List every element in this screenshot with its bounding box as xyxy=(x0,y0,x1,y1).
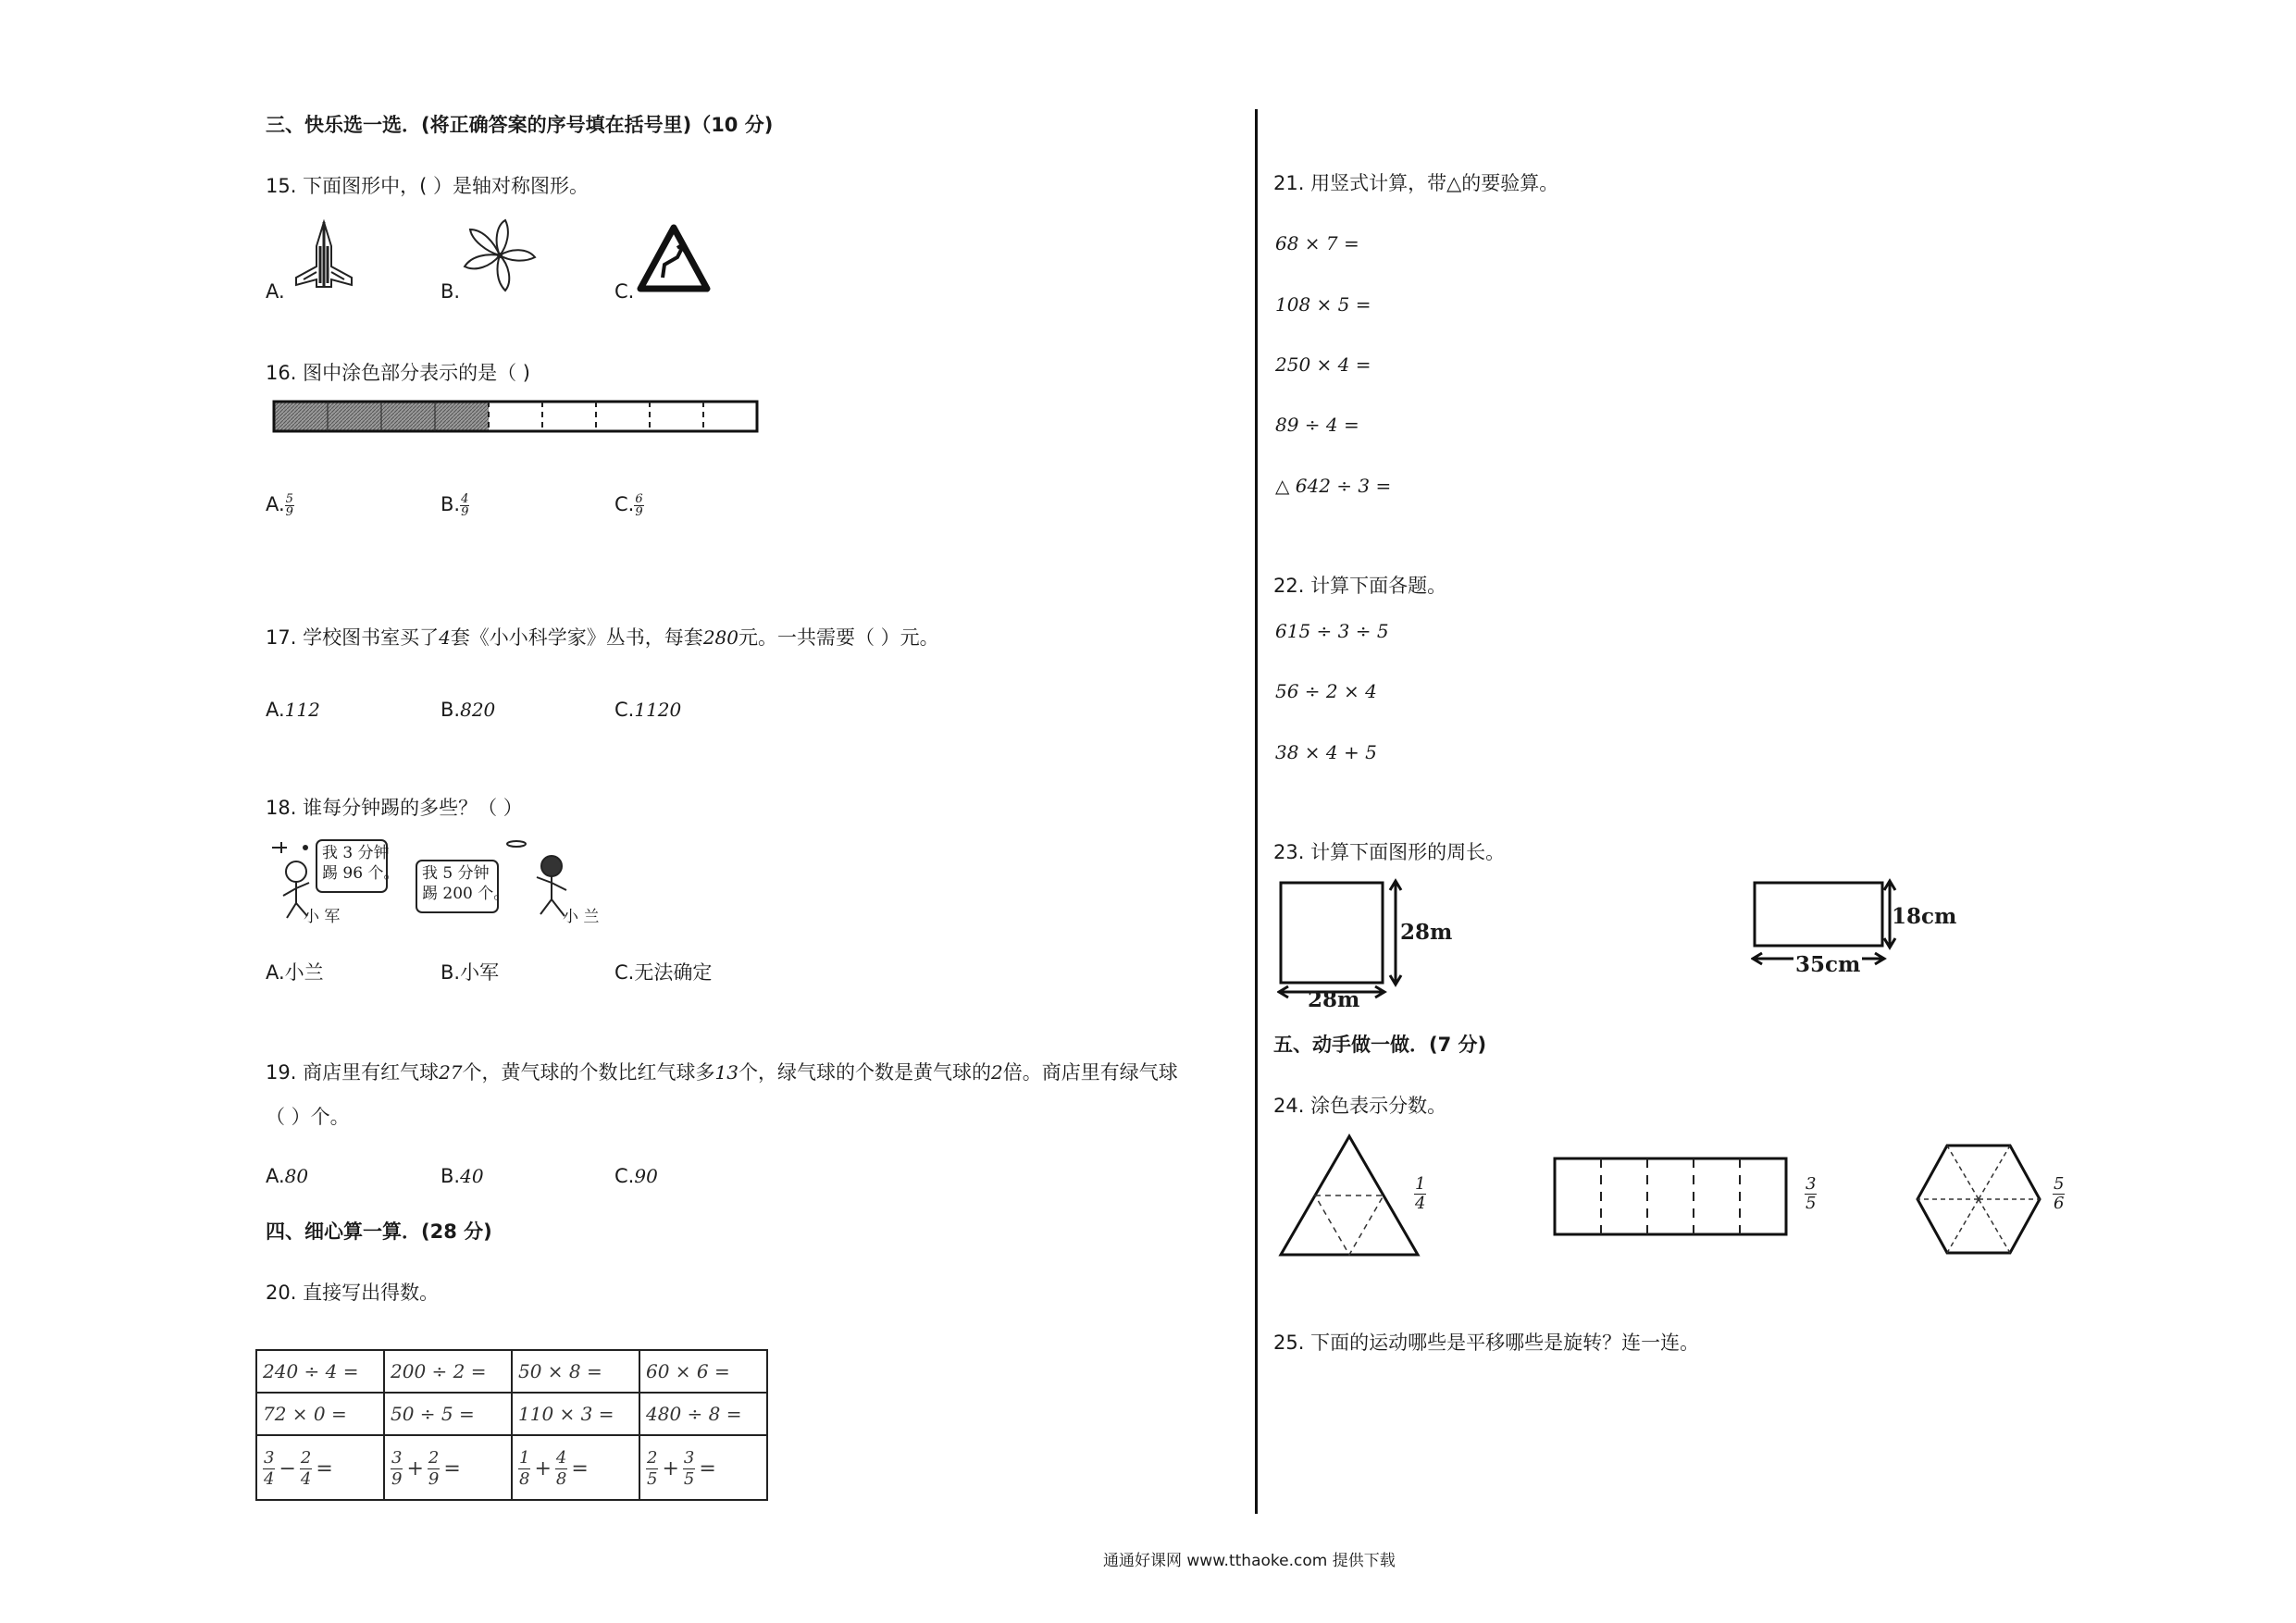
table-cell: 72 × 0 = xyxy=(256,1393,384,1435)
table-cell: 50 ÷ 5 = xyxy=(384,1393,512,1435)
option-label: A. xyxy=(266,1165,285,1187)
q19-text-part: 个，绿气球的个数是黄气球的 xyxy=(738,1061,991,1084)
table-cell: 60 × 6 = xyxy=(639,1350,767,1393)
square-figure xyxy=(1277,877,1444,1016)
equals-sign: = xyxy=(699,1457,716,1481)
numerator: 2 xyxy=(428,1448,440,1468)
numerator: 3 xyxy=(391,1448,403,1468)
square-side-label: 28m xyxy=(1400,920,1453,945)
triangle-fraction xyxy=(1414,1175,1426,1213)
q18-option-a: A.小兰 xyxy=(266,961,324,984)
option-value: 40 xyxy=(460,1165,484,1187)
footer-text: 通通好课网 www.tthaoke.com 提供下载 xyxy=(1103,1552,1396,1570)
table-cell xyxy=(256,1435,384,1500)
numerator: 3 xyxy=(264,1448,275,1468)
denominator: 6 xyxy=(2054,1194,2065,1213)
bubble-1-text xyxy=(322,843,399,884)
hexagon-figure xyxy=(1914,1142,2043,1257)
pinwheel-flower-icon xyxy=(457,215,542,296)
q21-item: 89 ÷ 4 = xyxy=(1275,414,1359,436)
q19-text-part: 倍。商店里有绿气球 xyxy=(1002,1061,1178,1084)
fraction xyxy=(555,1448,567,1490)
option-value: 820 xyxy=(460,699,496,721)
q19-option-c xyxy=(614,1164,658,1188)
fraction xyxy=(646,1448,658,1490)
bubble-line: 我 5 分钟 xyxy=(422,864,490,883)
denominator: 9 xyxy=(428,1469,440,1489)
denominator: 4 xyxy=(264,1469,275,1489)
denominator: 5 xyxy=(647,1469,658,1489)
fraction xyxy=(428,1448,440,1490)
q16-option-a-fraction xyxy=(285,493,294,518)
equals-sign: = xyxy=(316,1457,333,1481)
option-value: 80 xyxy=(284,1165,309,1187)
table-cell: 240 ÷ 4 = xyxy=(256,1350,384,1393)
q15-option-c-label: C. xyxy=(614,280,635,303)
q15-option-a-label: A. xyxy=(266,280,285,303)
q19-number: 2 xyxy=(990,1061,1003,1084)
q21-item: 250 × 4 = xyxy=(1275,353,1371,376)
q16-text: 16. 图中涂色部分表示的是（ ) xyxy=(266,362,530,384)
numerator: 2 xyxy=(647,1448,658,1468)
triangle-figure xyxy=(1277,1131,1425,1260)
hexagon-fraction xyxy=(2053,1175,2065,1213)
table-cell: 50 × 8 = xyxy=(512,1350,639,1393)
table-row xyxy=(256,1393,767,1435)
bubble-line: 我 3 分钟 xyxy=(322,844,390,862)
table-cell: 110 × 3 = xyxy=(512,1393,639,1435)
square-bottom-label: 28m xyxy=(1308,987,1360,1012)
q22-text: 22. 计算下面各题。 xyxy=(1273,575,1447,597)
denominator: 8 xyxy=(519,1469,530,1489)
denominator: 5 xyxy=(1806,1194,1817,1213)
q16-option-a xyxy=(266,492,294,518)
q17-text xyxy=(266,626,939,650)
option-label: A. xyxy=(266,699,285,721)
q19-option-b xyxy=(441,1164,484,1188)
fraction xyxy=(391,1448,403,1490)
bubble-2-text xyxy=(422,863,509,904)
numerator: 1 xyxy=(519,1448,530,1468)
rocket-icon xyxy=(285,218,363,292)
equals-sign: = xyxy=(443,1457,461,1481)
rectangle-width-label: 35cm xyxy=(1795,952,1861,977)
q21-item: 108 × 5 = xyxy=(1275,293,1371,316)
q22-item: 615 ÷ 3 ÷ 5 xyxy=(1275,620,1389,642)
option-label: B. xyxy=(441,699,461,721)
q19-text-part: 个，黄气球的个数比红气球多 xyxy=(462,1061,715,1084)
q15-text: 15. 下面图形中，( ）是轴对称图形。 xyxy=(266,175,589,197)
q16-option-b-fraction xyxy=(460,493,469,518)
fraction xyxy=(263,1448,275,1490)
q16-option-c xyxy=(614,492,644,518)
fraction xyxy=(683,1448,695,1490)
fraction-expression xyxy=(263,1448,333,1490)
denominator: 4 xyxy=(1415,1194,1426,1213)
numerator: 3 xyxy=(683,1448,695,1468)
numerator: 6 xyxy=(635,491,643,506)
numerator: 4 xyxy=(461,491,469,506)
fraction-expression xyxy=(646,1448,716,1490)
operator: + xyxy=(406,1457,424,1481)
q18-option-c: C.无法确定 xyxy=(614,961,713,984)
option-label: B. xyxy=(441,1165,461,1187)
q16-option-b xyxy=(441,492,469,518)
q18-option-b: B.小军 xyxy=(441,961,500,984)
table-cell xyxy=(512,1435,639,1500)
q19-text-line1 xyxy=(266,1060,1178,1084)
bubble-line: 踢 96 个。 xyxy=(322,864,400,883)
q20-text: 20. 直接写出得数。 xyxy=(266,1282,440,1304)
option-value: 90 xyxy=(634,1165,658,1187)
operator: − xyxy=(279,1457,296,1481)
section-3-title: 三、快乐选一选．(将正确答案的序号填在括号里)（10 分) xyxy=(266,114,774,136)
q19-text-part: 19. 商店里有红气球 xyxy=(266,1061,440,1084)
bubble-line: 踢 200 个。 xyxy=(422,885,510,903)
q17-number: 280 xyxy=(702,626,738,649)
denominator: 4 xyxy=(300,1469,312,1489)
denominator: 8 xyxy=(555,1469,567,1489)
table-row xyxy=(256,1350,767,1393)
section-4-title: 四、细心算一算．(28 分) xyxy=(266,1220,492,1243)
denominator: 9 xyxy=(285,504,293,519)
q24-text: 24. 涂色表示分数。 xyxy=(1273,1095,1447,1117)
numerator: 1 xyxy=(1415,1174,1426,1194)
q16-option-b-label: B. xyxy=(441,493,461,515)
q21-item: 68 × 7 = xyxy=(1275,232,1359,254)
boy-name: 小 军 xyxy=(304,908,341,926)
numerator: 4 xyxy=(555,1448,567,1468)
q19-number: 27 xyxy=(439,1061,463,1084)
denominator: 9 xyxy=(635,504,643,519)
equals-sign: = xyxy=(571,1457,589,1481)
numerator: 2 xyxy=(300,1448,312,1468)
option-value: 112 xyxy=(284,699,320,721)
q17-number: 4 xyxy=(439,626,451,649)
numerator: 5 xyxy=(285,491,293,506)
q21-item: △ 642 ÷ 3 = xyxy=(1275,475,1392,497)
operator: + xyxy=(662,1457,679,1481)
rectangle-parts-figure xyxy=(1551,1155,1792,1238)
q22-item: 38 × 4 + 5 xyxy=(1275,741,1377,763)
section-5-title: 五、动手做一做．(7 分) xyxy=(1273,1034,1487,1056)
denominator: 5 xyxy=(683,1469,695,1489)
q15-option-b-label: B. xyxy=(441,280,461,303)
q22-item: 56 ÷ 2 × 4 xyxy=(1275,680,1377,702)
q17-text-part: 元。一共需要（ ）元。 xyxy=(738,626,939,649)
q20-mental-math-table xyxy=(255,1349,768,1501)
fraction-bar-figure xyxy=(272,398,761,439)
q16-option-c-fraction xyxy=(634,493,643,518)
q17-option-a xyxy=(266,698,320,722)
denominator: 9 xyxy=(461,504,469,519)
q19-text-line2: （ ）个。 xyxy=(266,1106,350,1128)
q19-number: 13 xyxy=(714,1061,738,1084)
q19-option-a xyxy=(266,1164,308,1188)
fraction xyxy=(300,1448,312,1490)
fraction-expression xyxy=(391,1448,461,1490)
q23-text: 23. 计算下面图形的周长。 xyxy=(1273,841,1506,863)
option-label: C. xyxy=(614,1165,635,1187)
numerator: 3 xyxy=(1806,1174,1817,1194)
numerator: 5 xyxy=(2054,1174,2065,1194)
table-cell: 200 ÷ 2 = xyxy=(384,1350,512,1393)
column-divider xyxy=(1255,109,1258,1514)
q17-text-part: 17. 学校图书室买了 xyxy=(266,626,440,649)
q17-option-b xyxy=(441,698,495,722)
q17-option-c xyxy=(614,698,681,722)
operator: + xyxy=(534,1457,552,1481)
rectangle-fraction xyxy=(1805,1175,1817,1213)
option-label: C. xyxy=(614,699,635,721)
denominator: 9 xyxy=(391,1469,403,1489)
q25-text: 25. 下面的运动哪些是平移哪些是旋转？连一连。 xyxy=(1273,1332,1700,1354)
q16-option-a-label: A. xyxy=(266,493,285,515)
option-value: 1120 xyxy=(634,699,682,721)
q21-text: 21. 用竖式计算，带△的要验算。 xyxy=(1273,172,1559,194)
table-cell xyxy=(639,1435,767,1500)
q17-text-part: 套《小小科学家》丛书，每套 xyxy=(450,626,703,649)
table-cell: 480 ÷ 8 = xyxy=(639,1393,767,1435)
warning-sign-icon xyxy=(637,224,711,292)
table-cell xyxy=(384,1435,512,1500)
rectangle-height-label: 18cm xyxy=(1892,904,1957,929)
q16-option-c-label: C. xyxy=(614,493,635,515)
fraction-expression xyxy=(518,1448,589,1490)
table-row xyxy=(256,1435,767,1500)
girl-name: 小 兰 xyxy=(563,908,600,926)
q18-text: 18. 谁每分钟踢的多些？（ ） xyxy=(266,797,523,819)
fraction xyxy=(518,1448,530,1490)
